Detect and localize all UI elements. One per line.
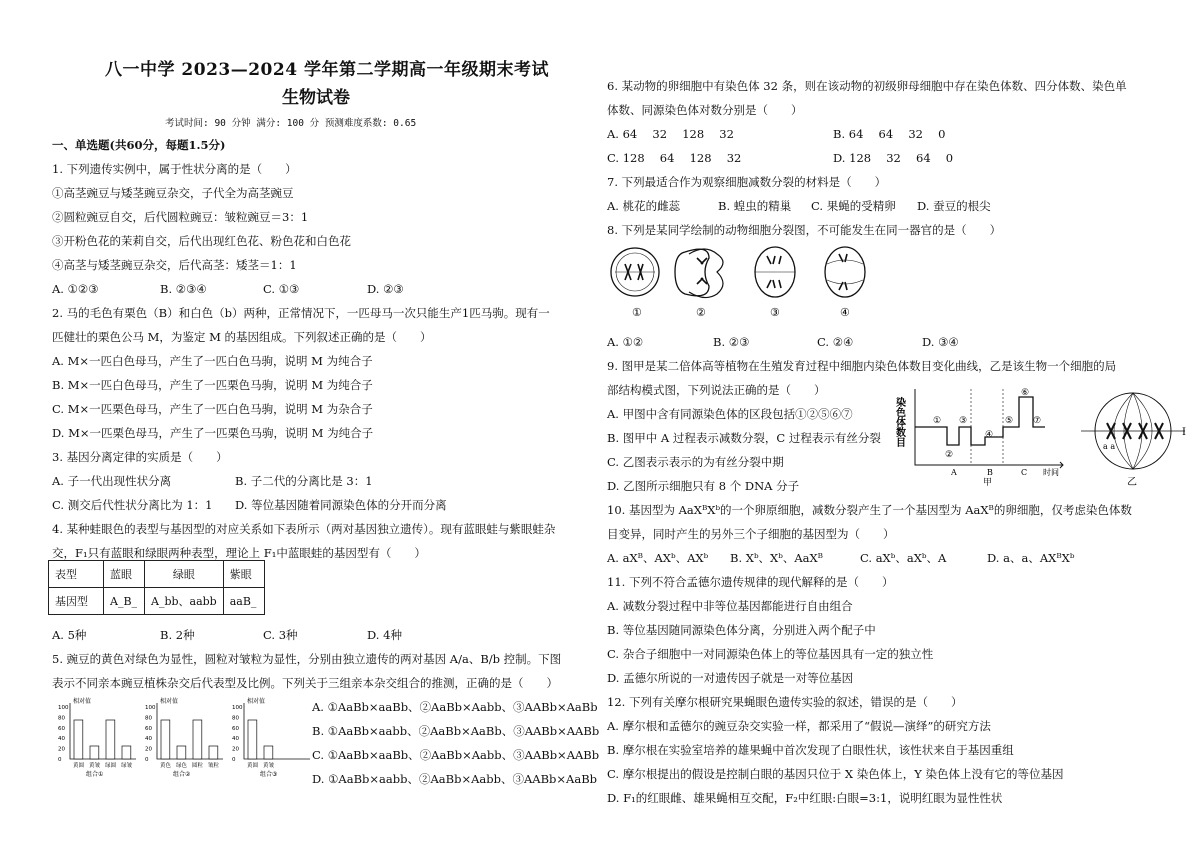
q6-option-b: B. 64 64 32 0 (833, 127, 946, 141)
q8-option-a: A. ①② (607, 335, 644, 349)
chart-tick-label: 60 (232, 725, 239, 732)
chart-category-label: 皱粒 (208, 763, 220, 769)
q6-stem: 6. 某动物的卵细胞中有染色体 32 条，则在该动物的初级卵母细胞中存在染色体数、四分体数、染色单 (607, 79, 1127, 93)
q7-option-c: C. 果蝇的受精卵 (811, 199, 896, 213)
chart-bar (90, 746, 99, 759)
chart-ylabel: 相对值 (247, 698, 266, 705)
q9-option-b: B. 图甲中 A 过程表示减数分裂，C 过程表示有丝分裂 (607, 431, 881, 445)
chart-tick-label: 20 (58, 746, 65, 753)
q4-stem-cont: 交，F₁只有蓝眼和绿眼两种表型，理论上 F₁中蓝眼蛙的基因型有（ ） (52, 546, 426, 560)
q12-option-b: B. 摩尔根在实验室培养的雄果蝇中首次发现了白眼性状，该性状来自于基因重组 (607, 743, 1014, 757)
chart-bar (106, 720, 115, 759)
q6-stem-cont: 体数、同源染色体对数分别是（ ） (607, 103, 803, 117)
chart-category-label: 黄皱 (89, 763, 101, 769)
chart-tick-label: 20 (232, 746, 239, 753)
cell-division-figures (605, 244, 885, 322)
chart-tick-label: 40 (58, 736, 65, 743)
chart-bar (193, 720, 202, 759)
chart-category-label: 黄色 (160, 763, 172, 769)
q9-option-c: C. 乙图表示表示的为有丝分裂中期 (607, 455, 784, 469)
chart-tick-label: 60 (145, 725, 152, 732)
table-row (49, 561, 265, 588)
q2-stem-cont: 匹健壮的栗色公马 M，为鉴定 M 的基因组成。下列叙述正确的是（ ） (52, 330, 432, 344)
q5-stem: 5. 豌豆的黄色对绿色为显性，圆粒对皱粒为显性，分别由独立遗传的两对基因 A/a、B/b 控制。下图 (52, 652, 562, 666)
chart-bar (264, 746, 273, 759)
q1-item: ④高茎与矮茎豌豆杂交，后代高茎：矮茎＝1：1 (52, 258, 297, 272)
graph-xlabel: A (951, 468, 957, 477)
segment-label: ① (933, 416, 942, 426)
chart-tick-label: 0 (58, 757, 62, 763)
q7-option-a: A. 桃花的雌蕊 (607, 199, 681, 213)
segment-label: ⑥ (1021, 388, 1030, 398)
q1-item: ③开粉色花的茉莉自交，后代出现红色花、粉色花和白色花 (52, 234, 351, 248)
q4-option-b: B. 2种 (160, 628, 195, 642)
exam-title: 八一中学 2023—2024 学年第二学期高一年级期末考试 (105, 60, 549, 80)
cell-label: ④ (840, 306, 850, 319)
chart-bar (74, 720, 83, 759)
q4-option-a: A. 5种 (52, 628, 87, 642)
q2-option-c: C. M×一匹栗色母马，产生了一匹白色马驹，说明 M 为杂合子 (52, 402, 373, 416)
segment-label: ⑦ (1033, 416, 1042, 426)
chromosome-graph-and-cell (895, 385, 1187, 487)
q5-bar-charts (50, 697, 310, 787)
chart-category-label: 绿皱 (121, 763, 133, 769)
segment-label: ④ (985, 430, 994, 440)
table-cell: 基因型 (49, 588, 104, 615)
q3-option-b: B. 子二代的分离比是 3：1 (235, 474, 373, 488)
q6-option-a: A. 64 32 128 32 (607, 127, 734, 141)
chart-tick-label: 40 (145, 736, 152, 743)
chart-category-label: 黄皱 (263, 763, 275, 769)
chart-tick-label: 100 (232, 705, 243, 711)
q11-option-d: D. 孟德尔所说的一对遗传因子就是一对等位基因 (607, 671, 854, 685)
q3-option-c: C. 测交后代性状分离比为 1：1 (52, 498, 213, 512)
q12-option-a: A. 摩尔根和孟德尔的豌豆杂交实验一样，都采用了“假说—演绎”的研究方法 (607, 719, 991, 733)
chart-bar (248, 720, 257, 759)
chart-bar (209, 746, 218, 759)
q5-option-a: A. ①AaBb×aaBb、②AaBb×Aabb、③AABb×AaBb (312, 700, 598, 714)
chart-tick-label: 80 (232, 715, 239, 722)
chart-category-label: 黄圆 (247, 763, 259, 769)
q4-option-d: D. 4种 (367, 628, 402, 642)
q9-option-a: A. 甲图中含有同源染色体的区段包括①②⑤⑥⑦ (607, 407, 853, 421)
q10-stem-cont: 目变异，同时产生的另外三个子细胞的基因型为（ ） (607, 527, 895, 541)
cell-label: ① (632, 306, 642, 319)
segment-label: ③ (959, 416, 968, 426)
q11-option-b: B. 等位基因随同源染色体分离，分别进入两个配子中 (607, 623, 876, 637)
q4-stem: 4. 某种蛙眼色的表型与基因型的对应关系如下表所示（两对基因独立遗传）。现有蓝眼蛙与紫眼蛙杂 (52, 522, 556, 536)
cell-figure-1 (611, 248, 659, 296)
q2-option-d: D. M×一匹栗色母马，产生了一匹栗色马驹，说明 M 为纯合子 (52, 426, 374, 440)
chart-tick-label: 100 (145, 705, 156, 711)
chart-xlabel: 组合③ (260, 771, 278, 778)
q7-option-b: B. 蝗虫的精巢 (718, 199, 792, 213)
q7-option-d: D. 蚕豆的根尖 (917, 199, 991, 213)
q5-option-b: B. ①AaBb×aabb、②AaBb×AaBb、③AABb×AABb (312, 724, 600, 738)
chart-category-label: 圆粒 (192, 763, 204, 769)
table-cell: aaB_ (223, 588, 264, 615)
chart-bar (161, 720, 170, 759)
chart-xlabel: 组合② (173, 771, 191, 778)
q8-option-c: C. ②④ (817, 335, 854, 349)
q11-stem: 11. 下列不符合孟德尔遗传规律的现代解释的是（ ） (607, 575, 894, 589)
q10-option-c: C. aXᵇ、aXᵇ、A (860, 551, 947, 565)
q2-stem: 2. 马的毛色有栗色（B）和白色（b）两种，正常情况下，一匹母马一次只能生产1匹马驹。现有一 (52, 306, 550, 320)
table-cell: 蓝眼 (104, 561, 145, 588)
cell-marks: a a (1103, 442, 1116, 451)
table-row (49, 588, 265, 615)
cell-figure-4 (825, 247, 865, 297)
q5-option-c: C. ①AaBb×aaBb、②AaBb×Aabb、③AABb×AABb (312, 748, 600, 762)
cell-figure-2 (675, 249, 723, 298)
chart-category-label: 绿圆 (105, 763, 117, 769)
cell-diagram-yi (1081, 393, 1186, 488)
q1-option-c: C. ①③ (263, 282, 300, 296)
chart-category-label: 绿色 (176, 763, 188, 769)
chart-ylabel: 相对值 (73, 698, 92, 705)
table-cell: 表型 (49, 561, 104, 588)
q12-option-c: C. 摩尔根提出的假设是控制白眼的基因只位于 X 染色体上，Y 染色体上没有它的等位基因 (607, 767, 1064, 781)
cell-figure-3 (755, 247, 795, 297)
segment-label: ⑤ (1005, 416, 1014, 426)
chart-tick-label: 0 (232, 757, 236, 763)
q11-option-c: C. 杂合子细胞中一对同源染色体上的等位基因具有一定的独立性 (607, 647, 934, 661)
q10-option-d: D. a、a、AXᴮXᵇ (987, 551, 1075, 565)
q6-option-d: D. 128 32 64 0 (833, 151, 954, 165)
genotype-table-wrap (48, 560, 265, 615)
q3-option-a: A. 子一代出现性状分离 (52, 474, 172, 488)
q1-option-a: A. ①②③ (52, 282, 99, 296)
q9-stem: 9. 图甲是某二倍体高等植物在生殖发育过程中细胞内染色体数目变化曲线，乙是该生物一个细胞的局 (607, 359, 1117, 373)
graph-xlabel: B (987, 468, 993, 477)
cell-label: ③ (770, 306, 780, 319)
chart-bar (122, 746, 131, 759)
table-cell: A_bb、aabb (145, 588, 224, 615)
q4-option-c: C. 3种 (263, 628, 298, 642)
graph-xlabel: C (1021, 468, 1028, 477)
exam-info: 考试时间: 90 分钟 满分: 100 分 预测难度系数: 0.65 (165, 118, 417, 129)
chart-category-label: 黄圆 (73, 763, 85, 769)
chart-tick-label: 80 (145, 715, 152, 722)
q1-item: ②圆粒豌豆自交，后代圆粒豌豆：皱粒豌豆＝3：1 (52, 210, 309, 224)
q8-option-d: D. ③④ (922, 335, 959, 349)
section-heading: 一、单选题(共60分，每题1.5分) (52, 138, 226, 152)
q1-stem: 1. 下列遗传实例中，属于性状分离的是（ ） (52, 162, 297, 176)
cell-label: ② (696, 306, 706, 319)
subject-title: 生物试卷 (282, 88, 350, 108)
chart-tick-label: 60 (58, 725, 65, 732)
q2-option-b: B. M×一匹白色母马，产生了一匹栗色马驹，说明 M 为纯合子 (52, 378, 373, 392)
q1-option-b: B. ②③④ (160, 282, 207, 296)
q8-option-b: B. ②③ (713, 335, 750, 349)
table-cell: 绿眼 (145, 561, 224, 588)
q5-stem-cont: 表示不同亲本豌豆植株杂交后代表型及比例。下列关于三组亲本杂交组合的推测，正确的是（ ） (52, 676, 558, 690)
q10-option-b: B. Xᵇ、Xᵇ、AaXᴮ (730, 551, 824, 565)
chart-tick-label: 0 (145, 757, 149, 763)
q12-stem: 12. 下列有关摩尔根研究果蝇眼色遗传实验的叙述，错误的是（ ） (607, 695, 963, 709)
graph-xaxis-label: 时间 (1043, 468, 1059, 477)
cell-label-i: I (1182, 427, 1186, 438)
cell-caption: 乙 (1127, 477, 1137, 488)
q9-stem-cont: 部结构模式图，下列说法正确的是（ ） (607, 383, 826, 397)
q9-option-d: D. 乙图所示细胞只有 8 个 DNA 分子 (607, 479, 800, 493)
q6-option-c: C. 128 64 128 32 (607, 151, 742, 165)
q3-option-d: D. 等位基因随着同源染色体的分开而分离 (235, 498, 447, 512)
q8-stem: 8. 下列是某同学绘制的动物细胞分裂图，不可能发生在同一器官的是（ ） (607, 223, 1002, 237)
segment-label: ② (945, 450, 954, 460)
chart-ylabel: 相对值 (160, 698, 179, 705)
chart-tick-label: 20 (145, 746, 152, 753)
q1-option-d: D. ②③ (367, 282, 404, 296)
chart-tick-label: 100 (58, 705, 69, 711)
genotype-table (48, 560, 265, 615)
chart-bar (177, 746, 186, 759)
q12-option-d: D. F₁的红眼雌、雄果蝇相互交配，F₂中红眼:白眼=3:1，说明红眼为显性性状 (607, 791, 1003, 805)
q2-option-a: A. M×一匹白色母马，产生了一匹白色马驹，说明 M 为纯合子 (52, 354, 373, 368)
chart-tick-label: 80 (58, 715, 65, 722)
chart-tick-label: 40 (232, 736, 239, 743)
table-cell: 紫眼 (223, 561, 264, 588)
q5-option-d: D. ①AaBb×aabb、②AaBb×Aabb、③AABb×AaBb (312, 772, 598, 786)
q1-item: ①高茎豌豆与矮茎豌豆杂交，子代全为高茎豌豆 (52, 186, 294, 200)
q10-option-a: A. aXᴮ、AXᵇ、AXᵇ (607, 551, 709, 565)
chart-xlabel: 组合① (86, 771, 104, 778)
graph-caption: 甲 (983, 478, 993, 488)
graph-ylabel: 染色体数目 (893, 397, 905, 447)
table-cell: A_B_ (104, 588, 145, 615)
q7-stem: 7. 下列最适合作为观察细胞减数分裂的材料是（ ） (607, 175, 887, 189)
q10-stem: 10. 基因型为 AaXᴮXᵇ的一个卵原细胞，减数分裂产生了一个基因型为 AaXᴮ的卵细胞，仅考虑染色体数 (607, 503, 1132, 517)
q11-option-a: A. 减数分裂过程中非等位基因都能进行自由组合 (607, 599, 853, 613)
q3-stem: 3. 基因分离定律的实质是（ ） (52, 450, 228, 464)
